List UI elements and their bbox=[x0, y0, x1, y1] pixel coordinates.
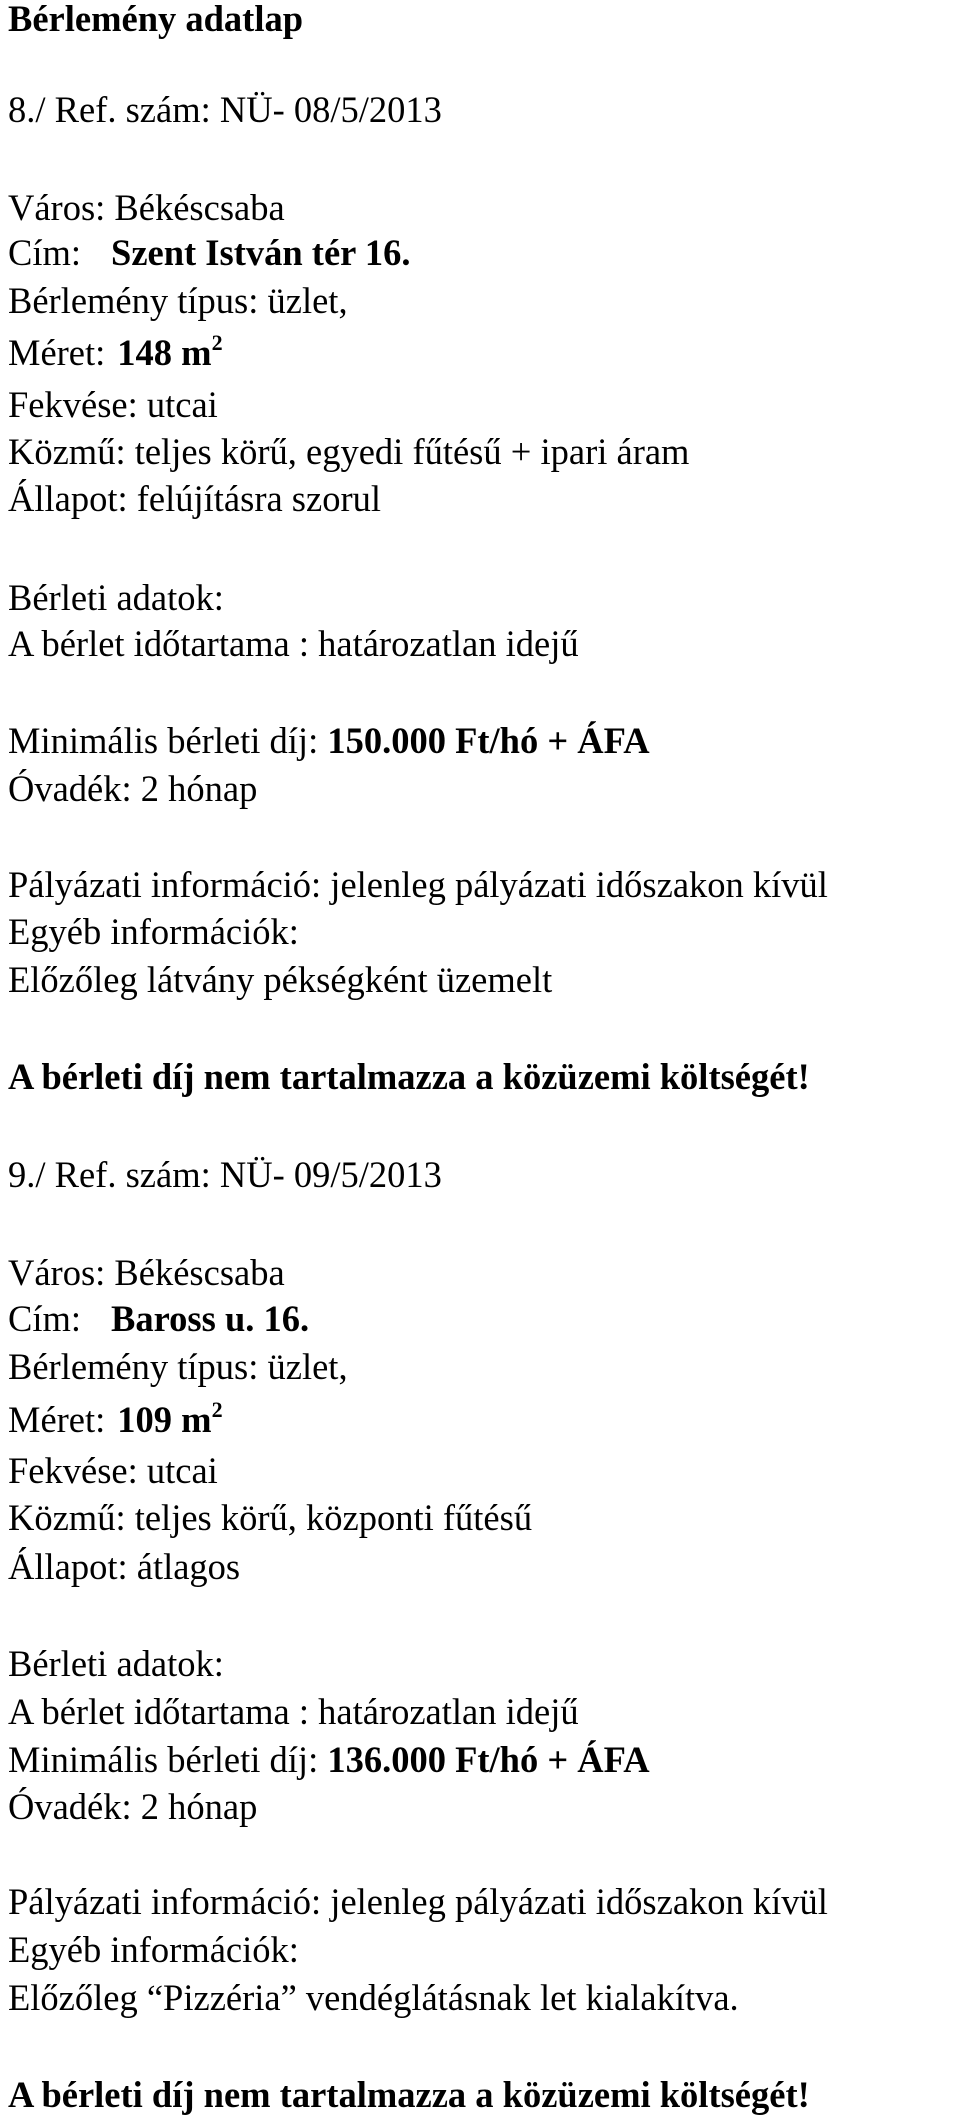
min-fee-label: Minimális bérleti díj: bbox=[8, 720, 319, 761]
listing-2-ref: 9./ Ref. szám: NÜ- 09/5/2013 bbox=[8, 1154, 442, 1195]
listing-2-other: Előzőleg “Pizzéria” vendéglátásnak let kialakítva. bbox=[8, 1977, 739, 2018]
listing-1-rental-header: Bérleti adatok: bbox=[8, 577, 224, 618]
min-fee-label: Minimális bérleti díj: bbox=[8, 1739, 319, 1780]
size-superscript: 2 bbox=[211, 1397, 223, 1422]
listing-2-rental-header: Bérleti adatok: bbox=[8, 1643, 224, 1684]
listing-1-size bbox=[8, 331, 223, 375]
listing-2-note: A bérleti díj nem tartalmazza a közüzemi költségét! bbox=[8, 2074, 810, 2115]
listing-2-city: Város: Békéscsaba bbox=[8, 1252, 285, 1293]
address-label: Cím: bbox=[8, 1298, 82, 1339]
listing-1-min-fee bbox=[8, 719, 650, 763]
listing-2-other-header: Egyéb információk: bbox=[8, 1929, 299, 1970]
min-fee-value: 150.000 Ft/hó + ÁFA bbox=[327, 720, 650, 761]
listing-2-position: Fekvése: utcai bbox=[8, 1450, 218, 1491]
size-label: Méret: bbox=[8, 332, 106, 373]
address-value: Baross u. 16. bbox=[111, 1298, 310, 1339]
listing-2-address bbox=[8, 1297, 309, 1341]
listing-1-note: A bérleti díj nem tartalmazza a közüzemi költségét! bbox=[8, 1056, 810, 1097]
listing-2-tender: Pályázati információ: jelenleg pályázati időszakon kívül bbox=[8, 1881, 828, 1922]
min-fee-value: 136.000 Ft/hó + ÁFA bbox=[327, 1739, 650, 1780]
listing-2-deposit: Óvadék: 2 hónap bbox=[8, 1786, 258, 1827]
listing-1-position: Fekvése: utcai bbox=[8, 384, 218, 425]
listing-2-min-fee bbox=[8, 1738, 650, 1782]
listing-2-size bbox=[8, 1398, 223, 1442]
listing-1-address bbox=[8, 231, 410, 275]
listing-1-other: Előzőleg látvány pékségként üzemelt bbox=[8, 959, 553, 1000]
page-title: Bérlemény adatlap bbox=[8, 0, 304, 39]
listing-1-city: Város: Békéscsaba bbox=[8, 187, 285, 228]
address-value: Szent István tér 16. bbox=[111, 232, 411, 273]
listing-2-condition: Állapot: átlagos bbox=[8, 1546, 241, 1587]
listing-1-utilities: Közmű: teljes körű, egyedi fűtésű + ipari áram bbox=[8, 431, 690, 472]
size-value: 148 m bbox=[117, 332, 212, 373]
size-label: Méret: bbox=[8, 1399, 106, 1440]
listing-1-ref: 8./ Ref. szám: NÜ- 08/5/2013 bbox=[8, 89, 442, 130]
size-superscript: 2 bbox=[211, 330, 223, 355]
address-label: Cím: bbox=[8, 232, 82, 273]
listing-2-utilities: Közmű: teljes körű, központi fűtésű bbox=[8, 1497, 533, 1538]
listing-1-deposit: Óvadék: 2 hónap bbox=[8, 768, 258, 809]
listing-1-duration: A bérlet időtartama : határozatlan idejű bbox=[8, 623, 579, 664]
listing-1-type: Bérlemény típus: üzlet, bbox=[8, 280, 348, 321]
listing-2-duration: A bérlet időtartama : határozatlan idejű bbox=[8, 1691, 579, 1732]
size-value: 109 m bbox=[117, 1399, 212, 1440]
listing-1-tender: Pályázati információ: jelenleg pályázati időszakon kívül bbox=[8, 864, 828, 905]
listing-1-other-header: Egyéb információk: bbox=[8, 911, 299, 952]
listing-2-type: Bérlemény típus: üzlet, bbox=[8, 1346, 348, 1387]
listing-1-condition: Állapot: felújításra szorul bbox=[8, 478, 382, 519]
